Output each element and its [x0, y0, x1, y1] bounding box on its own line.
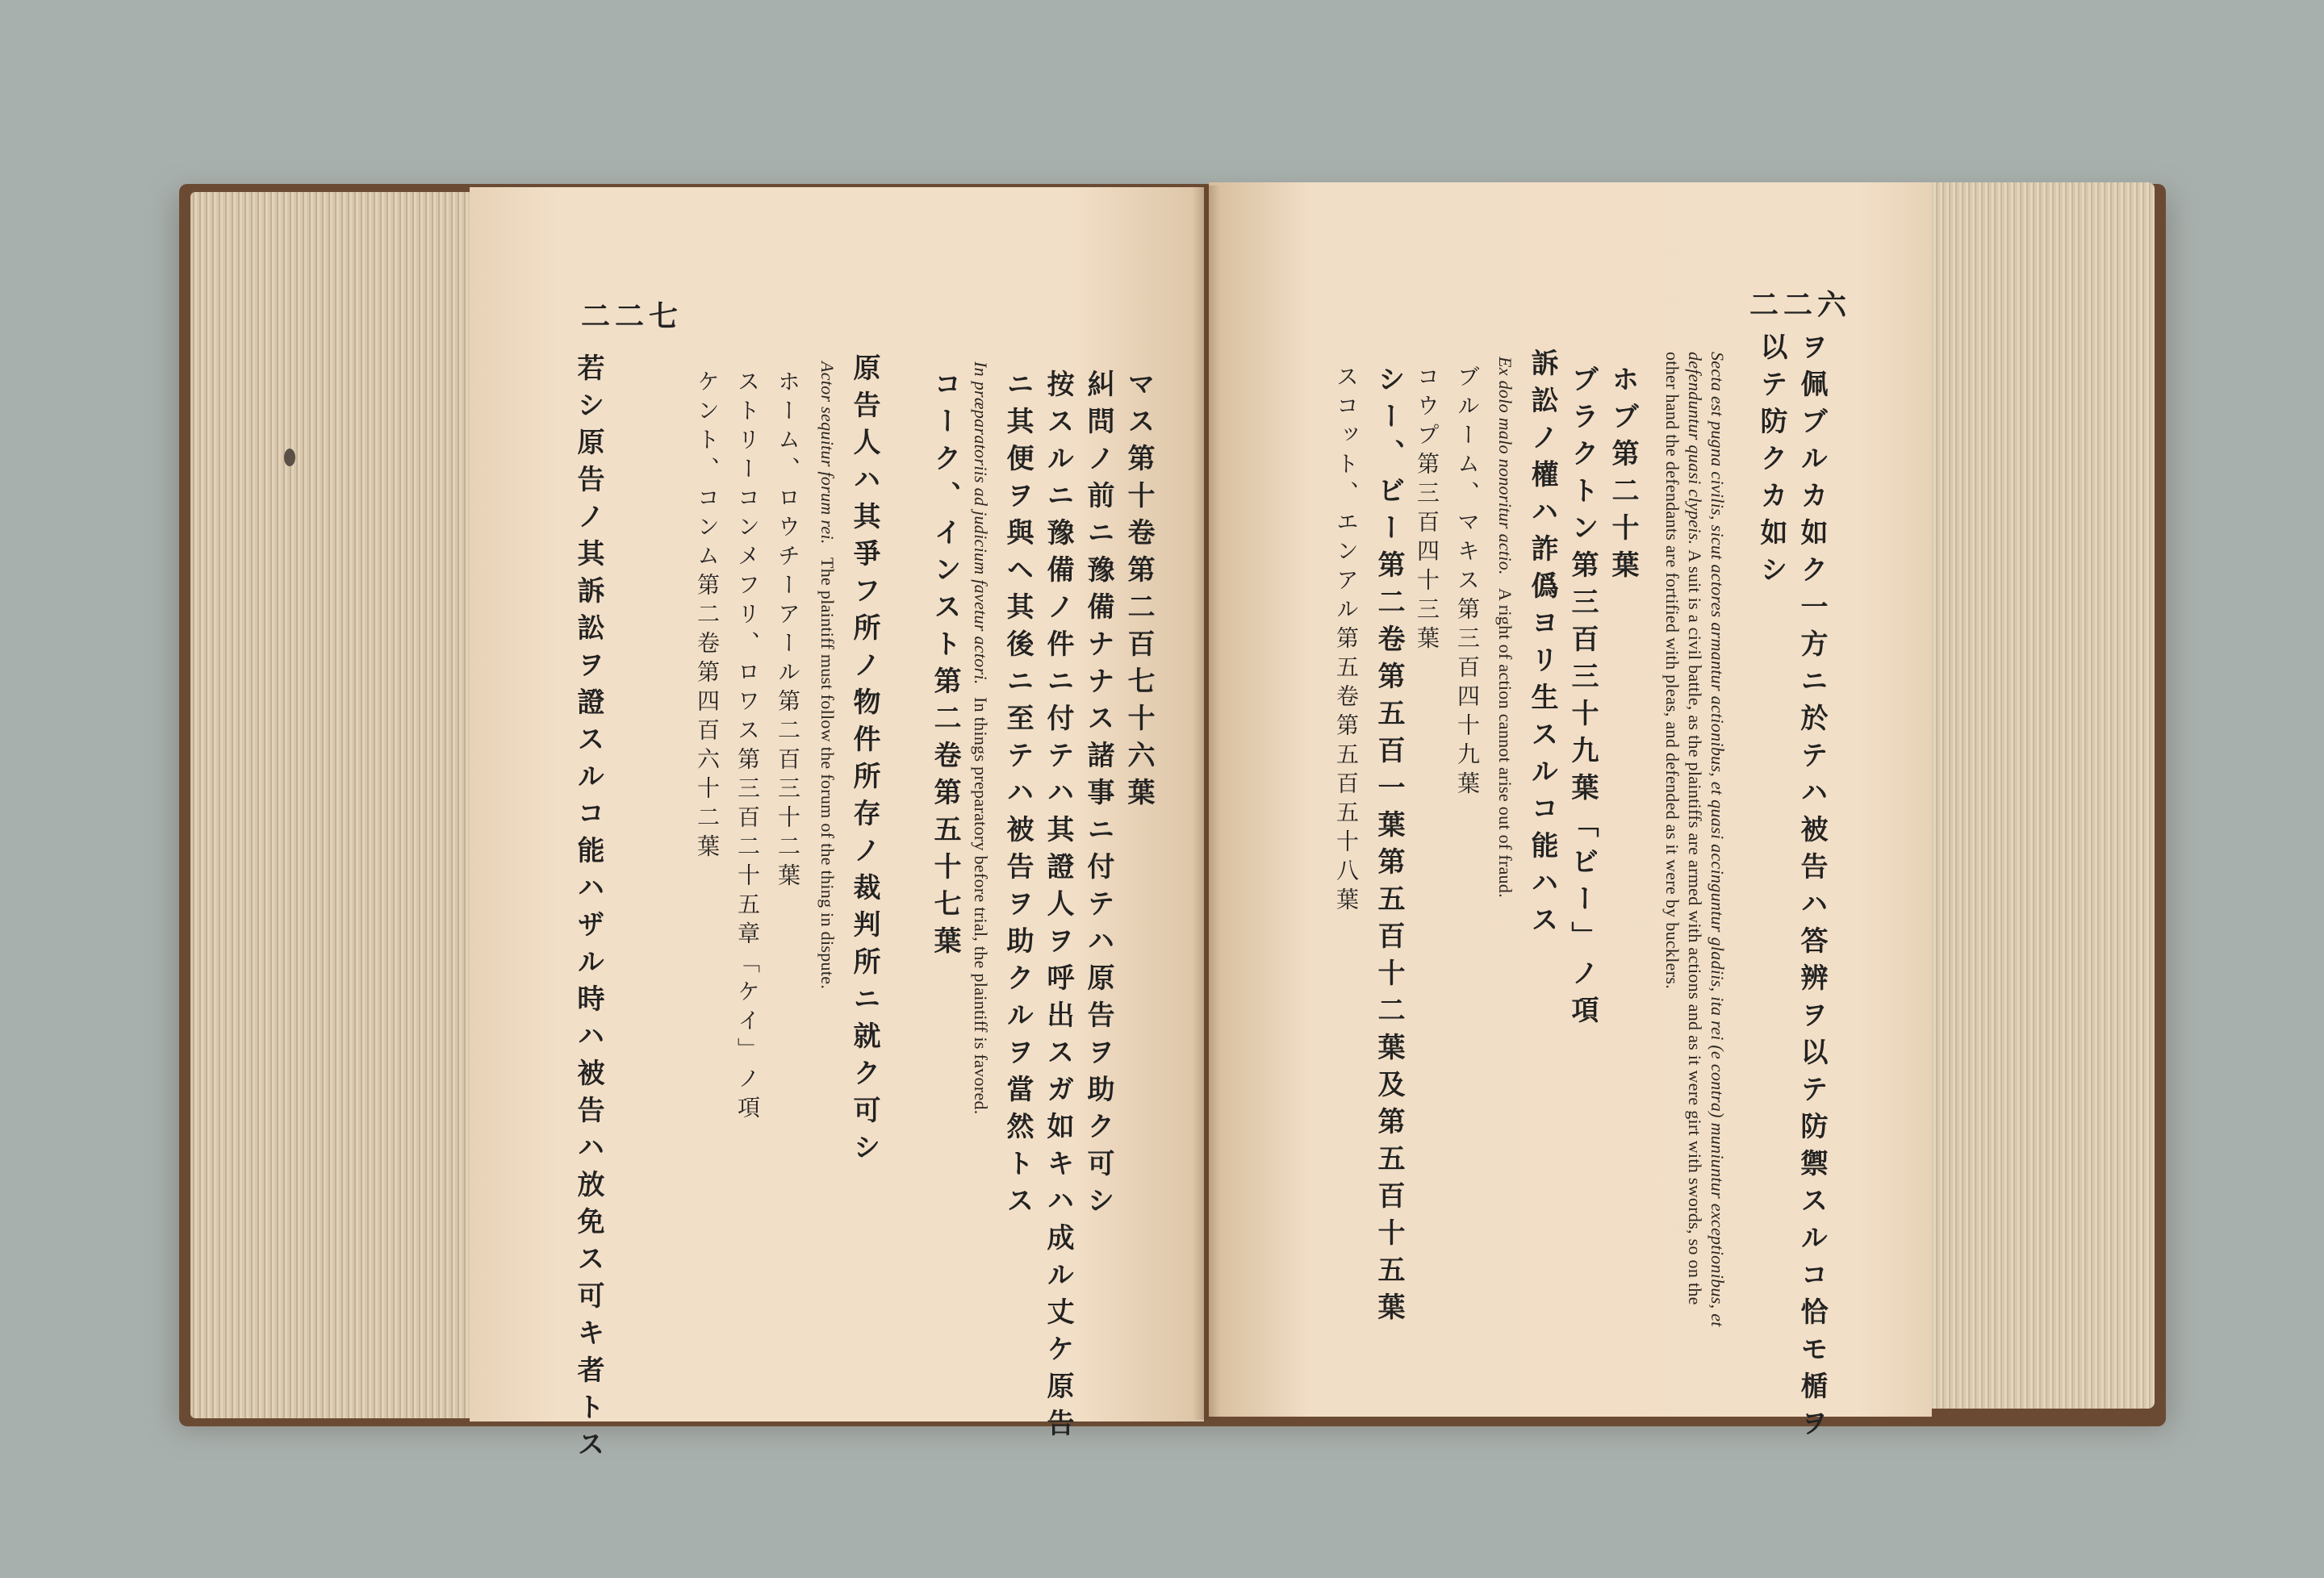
left-col-5-latin-english — [972, 361, 989, 1115]
right-col-1: ヲ佩ブルカ如ク一方ニ於テハ被告ハ答辨ヲ以テ防禦スルコ恰モ楯ヲ — [1795, 332, 1828, 1446]
right-col-11: スコット、エンアル第五卷第五百五十八葉 — [1333, 365, 1360, 916]
english-translation: The plaintiff must follow the forum of the thing in dispute. — [817, 557, 838, 989]
left-col-3: 按スルニ豫備ノ件ニ付テハ其證人ヲ呼出スガ如キハ成ル丈ケ原告 — [1042, 369, 1074, 1446]
page-edges-left — [190, 192, 481, 1418]
right-col-9: コウプ第三百四十三葉 — [1414, 365, 1440, 655]
right-col-10: シー、ビー第二卷第五百一葉第五百十二葉及第五百十五葉 — [1373, 365, 1405, 1330]
left-col-11: ケント、コンム第二卷第四百六十二葉 — [694, 369, 721, 863]
latin-maxim: In præparatoriis ad judicium favetur actori. — [971, 361, 991, 685]
page-edges-right — [1921, 182, 2155, 1409]
right-col-6: 訴訟ノ權ハ詐僞ヨリ生スルコ能ハス — [1526, 349, 1558, 942]
right-col-7-latin-english — [1496, 357, 1514, 898]
english-translation: In things preparatory before trial, the plaintiff is favored. — [971, 697, 991, 1116]
latin-maxim: Actor sequitur forum rei. — [817, 361, 838, 545]
left-col-6: コーク、インスト第二卷第五十七葉 — [929, 369, 961, 963]
english-translation: A suit is a civil battle, as the plaintiffs are armed with actions and as it were girt with swords, so on the other hand the defendants are fortified with pleas, and defended as it were by bucklers. — [1662, 352, 1705, 1305]
left-col-12: 若シ原告ノ其訴訟ヲ證スルコ能ハザル時ハ被告ハ放免ス可キ者トス — [572, 353, 604, 1467]
left-col-8-latin-english — [818, 361, 836, 989]
right-col-2: 以テ防クカ如シ — [1755, 332, 1787, 592]
english-translation: A right of action cannot arise out of fraud. — [1495, 587, 1515, 898]
book-gutter — [1193, 186, 1220, 1420]
right-page-number: 二二六 — [1749, 288, 1852, 322]
right-page — [1209, 182, 1932, 1446]
left-col-10: ストリーコンメフリ、ロワス第三百二十五章「ケイ」ノ項 — [734, 369, 761, 1125]
left-col-7: 原告人ハ其爭フ所ノ物件所存ノ裁判所ニ就ク可シ — [848, 353, 880, 1170]
left-page — [470, 187, 1204, 1467]
latin-maxim: Secta est pugna civilis, sicut actores armantur actionibus, et quasi accinguntur gladiis, ita rei (e contra) muniuntur exceptionibus, et defenduntur quasi clypeis. — [1685, 352, 1728, 1327]
left-col-1: マス第十卷第二百七十六葉 — [1122, 369, 1155, 815]
left-col-4: ニ其便ヲ與ヘ其後ニ至テハ被告ヲ助クルヲ當然トス — [1001, 369, 1034, 1223]
right-col-8: ブルーム、マキス第三百四十九葉 — [1454, 365, 1481, 800]
right-col-5: ブラクトン第三百三十九葉「ビー」ノ項 — [1566, 365, 1599, 1033]
left-page-number: 二二七 — [581, 299, 683, 333]
right-col-3-latin-english — [1661, 352, 1728, 1336]
left-col-9: ホーム、ロウチーアール第二百三十二葉 — [775, 369, 801, 892]
right-col-4: ホブ第二十葉 — [1607, 365, 1639, 587]
left-col-2: 糾問ノ前ニ豫備ナナス諸事ニ付テハ原告ヲ助ク可シ — [1082, 369, 1114, 1223]
page-hole — [284, 449, 295, 466]
latin-maxim: Ex dolo malo nonoritur actio. — [1495, 357, 1515, 575]
